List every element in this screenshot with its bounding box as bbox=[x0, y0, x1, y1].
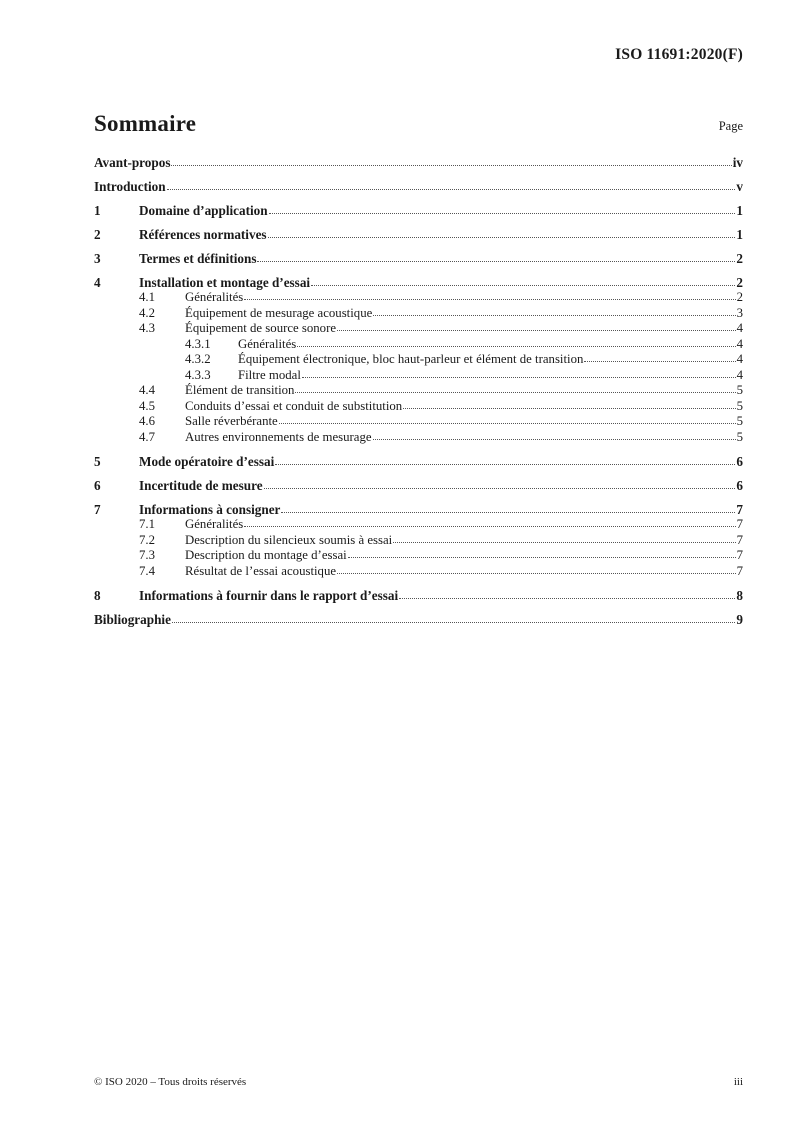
toc-entry-number: 7.2 bbox=[139, 532, 155, 547]
toc-entry-label: Avant-propos bbox=[94, 155, 171, 170]
dot-leader bbox=[244, 298, 735, 300]
toc-entry[interactable] bbox=[94, 454, 743, 469]
toc-entry[interactable] bbox=[94, 399, 743, 415]
toc-entry-page: 8 bbox=[736, 588, 743, 603]
dot-leader bbox=[348, 556, 736, 558]
dot-leader bbox=[167, 188, 736, 190]
toc-entry-number: 4.3.3 bbox=[185, 367, 211, 382]
toc-entry[interactable] bbox=[94, 414, 743, 430]
toc-entry-number: 4.3.2 bbox=[185, 352, 211, 366]
toc-entry[interactable] bbox=[94, 502, 743, 517]
toc-entry-label: Description du montage d’essai bbox=[185, 548, 347, 562]
toc-entry-label: Termes et définitions bbox=[139, 251, 257, 266]
page-column-label: Page bbox=[718, 119, 743, 133]
dot-leader bbox=[268, 236, 736, 238]
toc-entry-number: 3 bbox=[94, 251, 101, 266]
toc-entry-page: 6 bbox=[736, 454, 743, 469]
toc-entry-label: Références normatives bbox=[139, 227, 267, 242]
toc-entry[interactable] bbox=[94, 517, 743, 533]
toc-entry[interactable] bbox=[94, 588, 743, 603]
toc-entry-number: 6 bbox=[94, 478, 101, 493]
toc-entry-page: 4 bbox=[736, 367, 743, 382]
dot-leader bbox=[264, 487, 736, 489]
toc-entry-number: 4.7 bbox=[139, 429, 155, 444]
dot-leader bbox=[269, 212, 736, 214]
toc-entry-number: 4.3.1 bbox=[185, 336, 211, 351]
toc-entry[interactable] bbox=[94, 548, 743, 564]
dot-leader bbox=[279, 422, 736, 424]
toc-entry-number: 5 bbox=[94, 454, 101, 469]
toc-entry[interactable] bbox=[94, 478, 743, 493]
toc-entry-page: 7 bbox=[736, 532, 743, 547]
toc-entry-label: Équipement de mesurage acoustique bbox=[185, 305, 373, 320]
toc-entry-page: 7 bbox=[736, 502, 743, 517]
toc-entry-label: Équipement de source sonore bbox=[185, 321, 337, 335]
page-number: iii bbox=[733, 1076, 743, 1088]
dot-leader bbox=[302, 376, 736, 378]
toc-entry-number: 8 bbox=[94, 588, 101, 603]
toc-entry-label: Mode opératoire d’essai bbox=[139, 454, 275, 469]
toc-entry-page: 2 bbox=[736, 290, 743, 304]
page-title: Sommaire bbox=[94, 111, 197, 136]
toc-entry-number: 7 bbox=[94, 502, 101, 517]
toc-entry-number: 1 bbox=[94, 203, 101, 218]
toc-entry-page: 4 bbox=[736, 321, 743, 335]
toc-entry-page: 4 bbox=[736, 336, 743, 351]
copyright-notice: © ISO 2020 – Tous droits réservés bbox=[94, 1076, 247, 1088]
toc-entry-label: Incertitude de mesure bbox=[139, 478, 263, 493]
toc-entry-page: 5 bbox=[736, 383, 743, 397]
toc-entry-label: Équipement électronique, bloc haut-parleur et élément de transition bbox=[238, 352, 584, 366]
toc-entry-number: 7.3 bbox=[139, 548, 155, 562]
toc-entry-page: 6 bbox=[736, 478, 743, 493]
document-id: ISO 11691:2020(F) bbox=[615, 46, 743, 63]
dot-leader bbox=[244, 525, 735, 527]
toc-entry-label: Généralités bbox=[185, 290, 244, 304]
toc-entry[interactable] bbox=[94, 337, 743, 353]
toc-entry-page: 1 bbox=[736, 203, 743, 218]
toc-entry-label: Informations à consigner bbox=[139, 502, 281, 517]
dot-leader bbox=[295, 391, 735, 393]
toc-entry-label: Élément de transition bbox=[185, 383, 295, 397]
dot-leader bbox=[337, 329, 736, 331]
dot-leader bbox=[373, 314, 735, 316]
dot-leader bbox=[171, 164, 731, 166]
toc-entry-page: 2 bbox=[736, 251, 743, 266]
toc-entry[interactable] bbox=[94, 155, 743, 170]
toc-entry-page: iv bbox=[732, 155, 743, 170]
toc-entry-number: 2 bbox=[94, 227, 101, 242]
dot-leader bbox=[403, 407, 735, 409]
toc-entry-page: 3 bbox=[736, 305, 743, 320]
toc-entry[interactable] bbox=[94, 275, 743, 290]
toc-entry[interactable] bbox=[94, 533, 743, 549]
toc-entry[interactable] bbox=[94, 251, 743, 266]
toc-entry-label: Généralités bbox=[238, 336, 297, 351]
toc-entry-page: 1 bbox=[736, 227, 743, 242]
dot-leader bbox=[584, 360, 735, 362]
toc-header bbox=[94, 111, 743, 141]
toc-entry-label: Résultat de l’essai acoustique bbox=[185, 563, 337, 578]
toc-entry-page: 9 bbox=[736, 612, 743, 627]
dot-leader bbox=[281, 511, 735, 513]
dot-leader bbox=[297, 345, 735, 347]
toc-entry-page: 5 bbox=[736, 429, 743, 444]
toc-entry-page: 7 bbox=[736, 517, 743, 531]
toc-entry-page: 5 bbox=[736, 398, 743, 413]
dot-leader bbox=[275, 463, 735, 465]
toc-entry-label: Conduits d’essai et conduit de substitution bbox=[185, 398, 403, 413]
toc-entry-label: Autres environnements de mesurage bbox=[185, 429, 372, 444]
toc-entry-page: 2 bbox=[736, 275, 743, 290]
toc-entry[interactable] bbox=[94, 179, 743, 194]
toc-entry-label: Généralités bbox=[185, 517, 244, 531]
toc-entry-number: 4.4 bbox=[139, 383, 155, 397]
toc-entry[interactable] bbox=[94, 321, 743, 337]
toc-entry[interactable] bbox=[94, 564, 743, 580]
toc-entry[interactable] bbox=[94, 203, 743, 218]
toc-entry[interactable] bbox=[94, 612, 743, 627]
dot-leader bbox=[311, 284, 735, 286]
dot-leader bbox=[373, 438, 736, 440]
dot-leader bbox=[257, 260, 735, 262]
toc-entry[interactable] bbox=[94, 352, 743, 368]
toc-entry-label: Installation et montage d’essai bbox=[139, 275, 311, 290]
toc-entry-number: 4.2 bbox=[139, 305, 155, 320]
toc-entry[interactable] bbox=[94, 383, 743, 399]
toc-entry-label: Filtre modal bbox=[238, 367, 301, 382]
dot-leader bbox=[393, 541, 735, 543]
dot-leader bbox=[399, 597, 735, 599]
toc-entry-page: 4 bbox=[736, 352, 743, 366]
toc-entry-number: 4.1 bbox=[139, 290, 155, 304]
toc-entry-label: Introduction bbox=[94, 179, 166, 194]
toc-entry-number: 4.5 bbox=[139, 398, 155, 413]
toc-entry-page: 5 bbox=[736, 414, 743, 428]
toc-entry[interactable] bbox=[94, 368, 743, 384]
toc-entry-label: Domaine d’application bbox=[139, 203, 268, 218]
toc-entry-page: 7 bbox=[736, 548, 743, 562]
toc-entry-page: 7 bbox=[736, 563, 743, 578]
toc-entry[interactable] bbox=[94, 227, 743, 242]
toc-entry-number: 7.4 bbox=[139, 563, 155, 578]
toc-entry-label: Bibliographie bbox=[94, 612, 171, 627]
toc-entry[interactable] bbox=[94, 290, 743, 306]
toc-entry-page: v bbox=[736, 179, 743, 194]
dot-leader bbox=[337, 572, 736, 574]
toc-entry-number: 4.6 bbox=[139, 414, 155, 428]
toc-entry-label: Description du silencieux soumis à essai bbox=[185, 532, 393, 547]
table-of-contents bbox=[94, 155, 743, 627]
toc-entry-number: 4 bbox=[94, 275, 101, 290]
dot-leader bbox=[172, 621, 735, 623]
toc-entry[interactable] bbox=[94, 306, 743, 322]
toc-entry-label: Salle réverbérante bbox=[185, 414, 278, 428]
toc-entry-number: 4.3 bbox=[139, 321, 155, 335]
toc-entry-number: 7.1 bbox=[139, 517, 155, 531]
toc-entry[interactable] bbox=[94, 430, 743, 446]
toc-entry-label: Informations à fournir dans le rapport d’essai bbox=[139, 588, 399, 603]
